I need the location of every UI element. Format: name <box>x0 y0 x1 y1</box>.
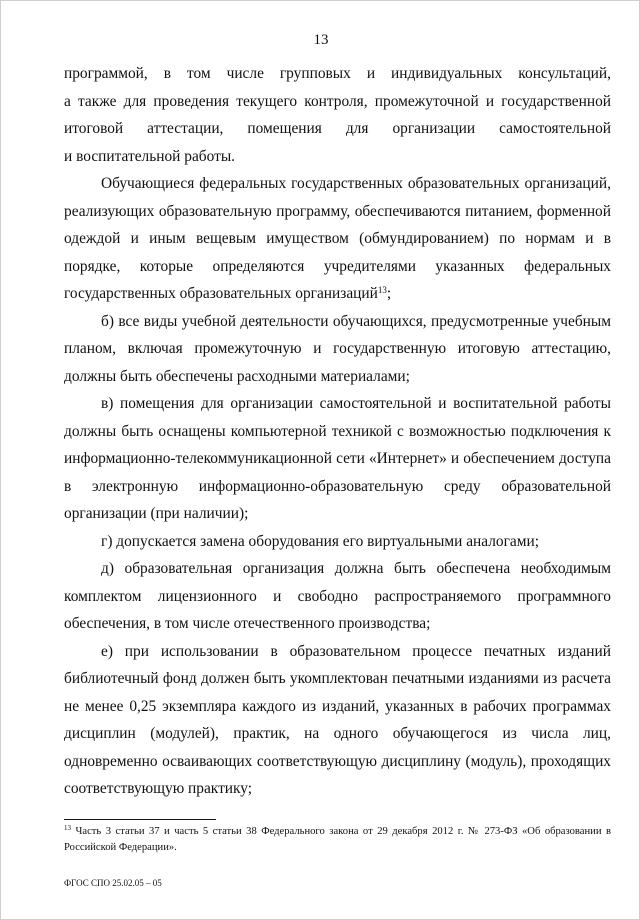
paragraph-text: Обучающиеся федеральных государственных образовательных организаций, реализующих образовательную программу, обеспечиваются питанием, форменной одеждой и иным вещевым имуществом (обмундированием) по нормам и в порядке, которые определяются учредителями указанных федеральных государственных образовательных организаций <box>64 175 611 302</box>
document-code: ФГОС СПО 25.02.05 – 05 <box>64 878 162 888</box>
paragraph-item-b: б) все виды учебной деятельности обучающихся, предусмотренные учебным планом, включая промежуточную и государственную итоговую аттестацию, должны быть обеспечены расходными материалами; <box>64 312 611 385</box>
paragraph-item-v: в) помещения для организации самостоятельной и воспитательной работы должны быть оснащены компьютерной техникой с возможностью подключения к информационно-телекоммуникационной сети «Интернет» и обеспечением доступа в электронную информационно-образовательную среду образовательной организации (при наличии); <box>64 395 611 522</box>
footnote-reference: 13 <box>377 285 387 295</box>
continuation-line-4: и воспитательной работы. <box>64 147 236 165</box>
page-number: 13 <box>313 32 329 48</box>
paragraph-item-d: д) образовательная организация должна быть обеспечена необходимым комплектом лицензионного и свободно распространяемого программного обеспечения, в том числе отечественного производства; <box>64 560 611 632</box>
continuation-line-2: а также для проведения текущего контроля, промежуточной и государственной <box>64 92 611 110</box>
paragraph-item-e: е) при использовании в образовательном процессе печатных изданий библиотечный фонд должен быть укомплектован печатными изданиями из расчета не менее 0,25 экземпляра каждого из изданий, указанных в рабочих программах дисциплин (модулей), практик, на одного обучающегося из числа лиц, одновременно осваивающих соответствующую дисциплину (модуль), проходящих соответствующую практику; <box>64 642 611 797</box>
paragraph-tail: ; <box>386 285 392 302</box>
continuation-line-1: программой, в том числе групповых и индивидуальных консультаций, <box>64 65 611 82</box>
body-text <box>64 60 611 803</box>
footnote-separator <box>64 819 216 820</box>
continuation-line-3: итоговой аттестации, помещения для организации самостоятельной <box>64 120 611 137</box>
paragraph-item-g: г) допускается замена оборудования его виртуальными аналогами; <box>101 532 539 550</box>
footnote-mark: 13 <box>64 824 71 832</box>
paragraph-students-supply <box>64 170 611 308</box>
footnote <box>64 824 611 856</box>
footnote-text: Часть 3 статьи 37 и часть 5 статьи 38 Федерального закона от 29 декабря 2012 г. № 273-ФЗ «Об образовании в Российской Федерации». <box>64 826 611 853</box>
